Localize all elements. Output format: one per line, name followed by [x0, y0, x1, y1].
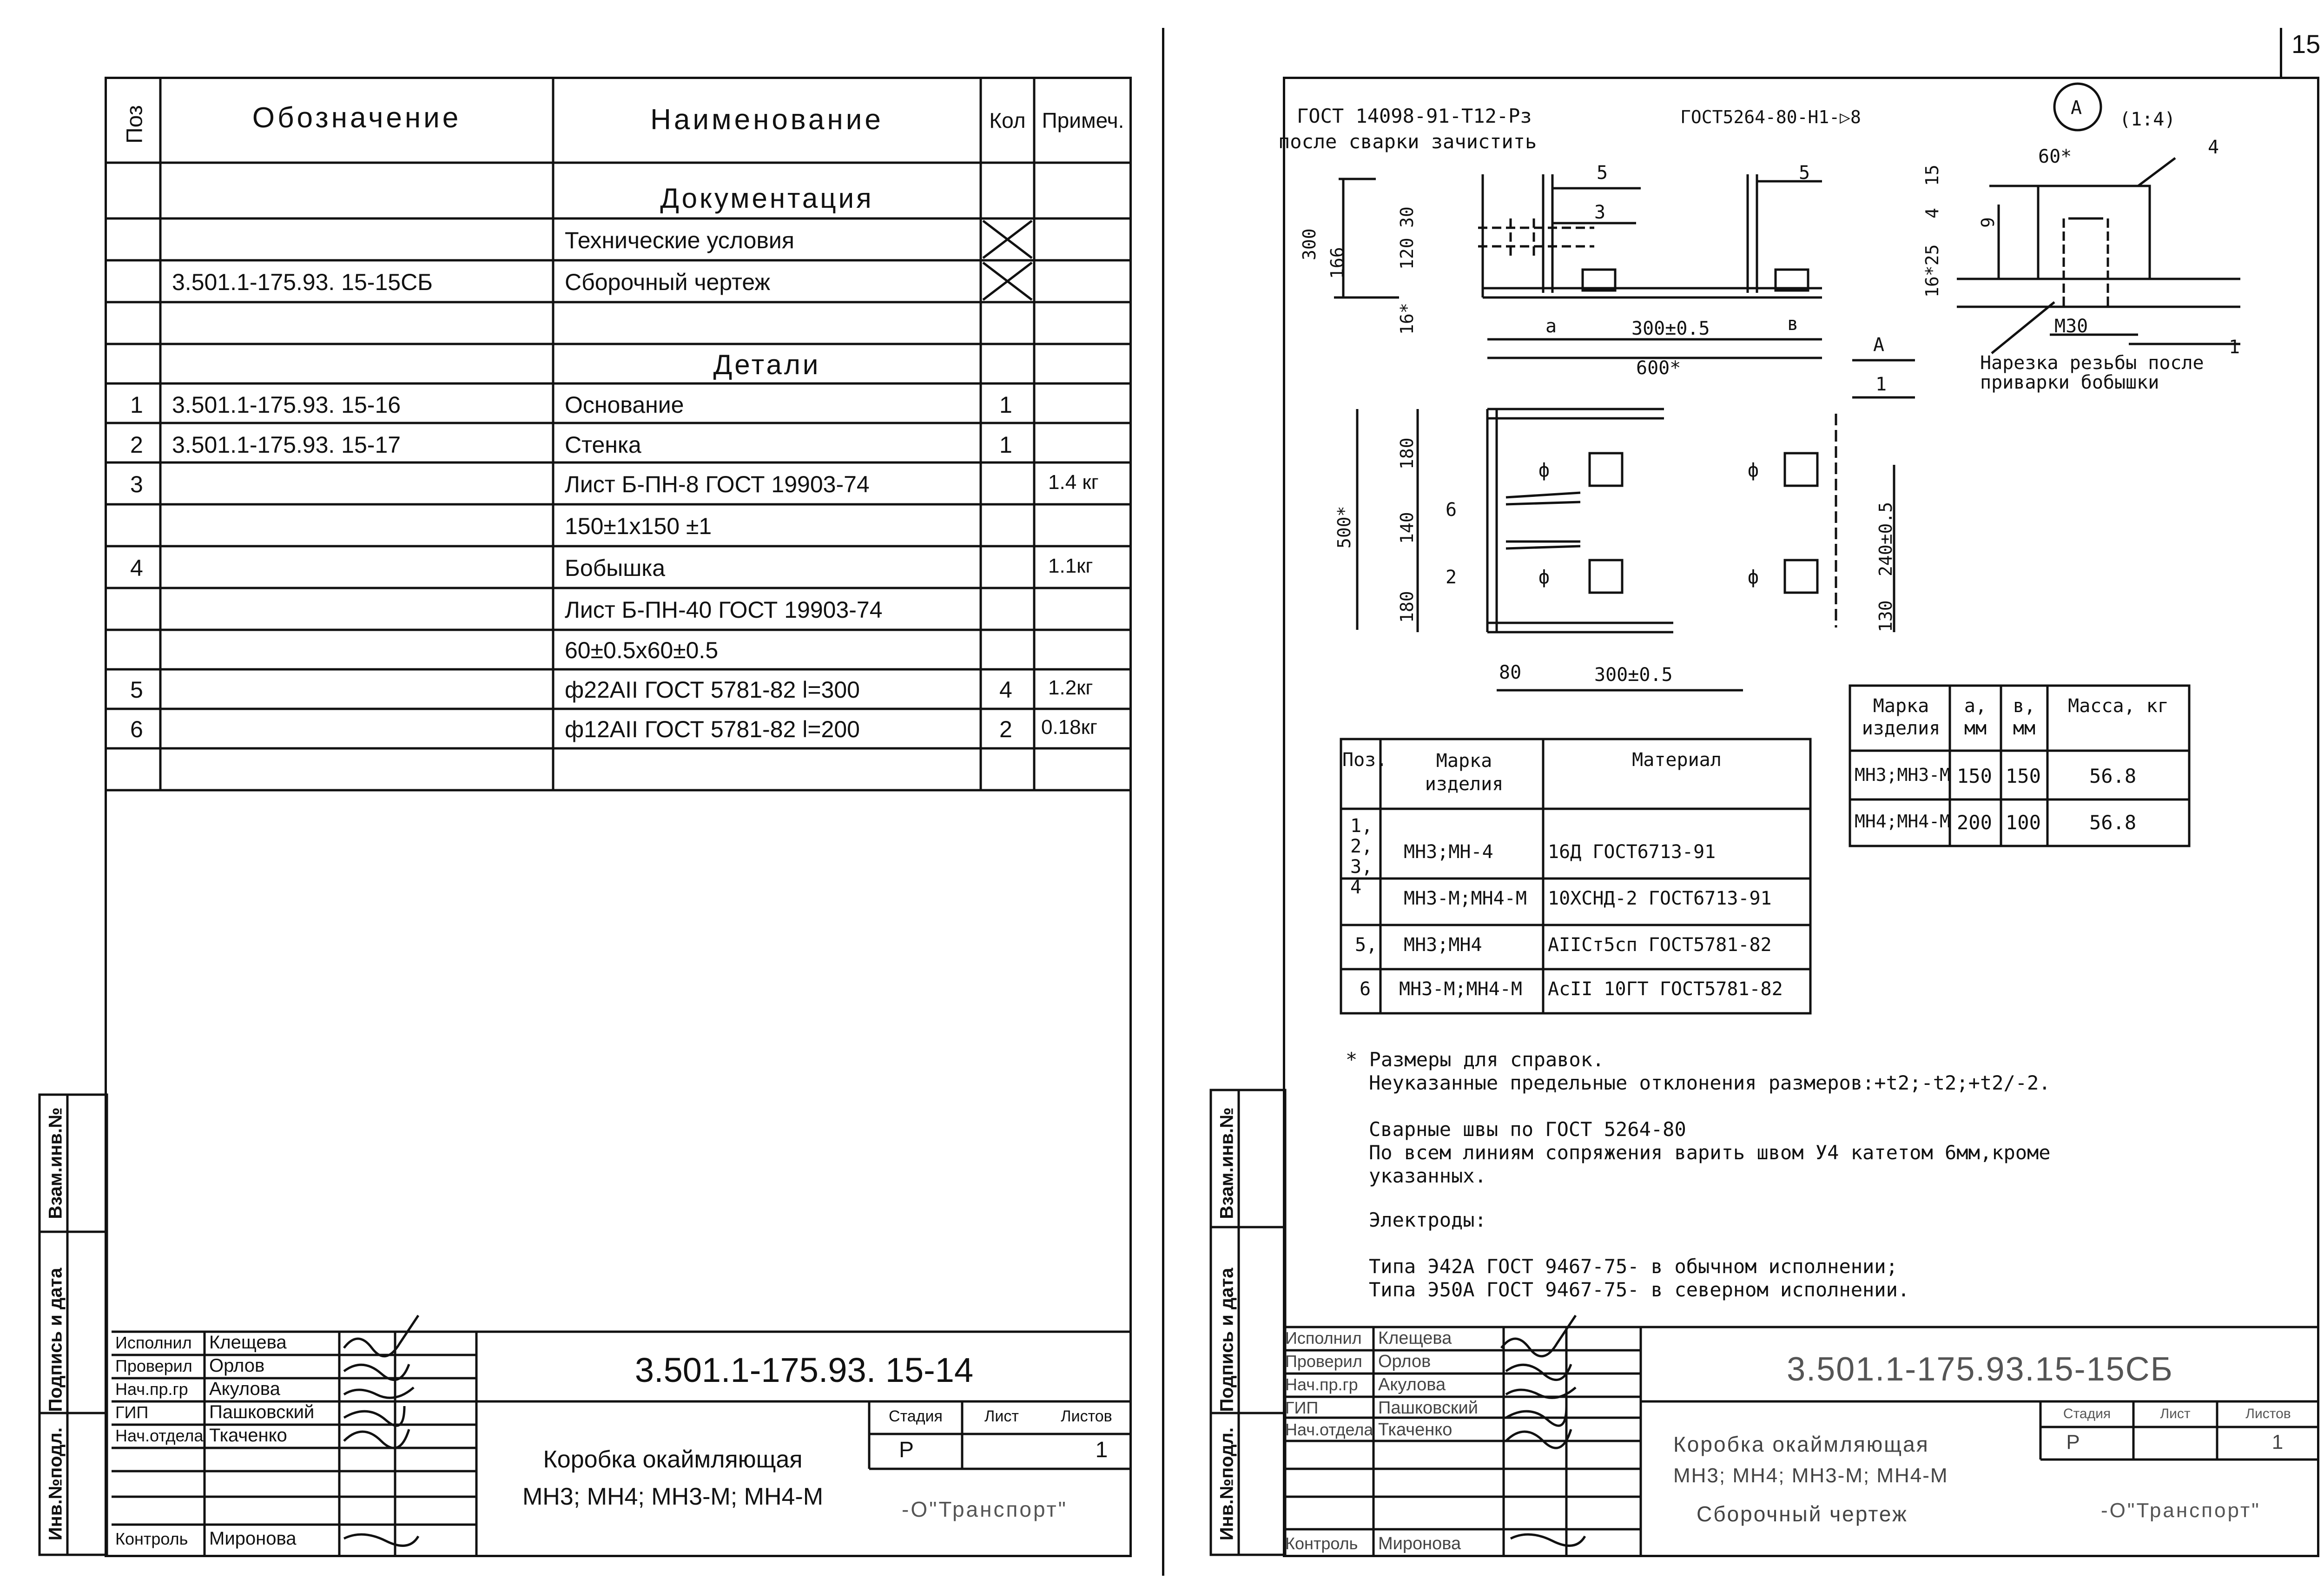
header-pos: Поз	[122, 105, 147, 144]
tb-title-line1: Коробка окаймляющая	[1673, 1432, 1929, 1456]
tb-role: Проверил	[115, 1356, 192, 1375]
dim-label: 2	[1446, 567, 1457, 588]
tb-stage: Р	[2066, 1431, 2080, 1453]
tb-sheet-label: Лист	[984, 1407, 1019, 1425]
dim-label: 300	[1299, 228, 1320, 260]
note-line: Типа Э50А ГОСТ 9467-75- в северном исполнении.	[1369, 1278, 1910, 1301]
row-name: Лист Б-ПН-8 ГОСТ 19903-74	[565, 471, 870, 497]
row-qty: 4	[999, 677, 1012, 703]
tb-stage-label: Стадия	[2063, 1406, 2111, 1421]
mass-cell: 150	[2006, 765, 2041, 787]
material-cell: АсII 10ГТ ГОСТ5781-82	[1548, 978, 1783, 1000]
dim-label: 180	[1397, 437, 1417, 469]
row-designation: 3.501.1-175.93. 15-15СБ	[172, 269, 433, 295]
side-label-vzam: Взам.инв.№	[1216, 1107, 1237, 1219]
dim-label: в	[1787, 313, 1799, 335]
tb-name: Акулова	[1378, 1375, 1446, 1394]
material-header: Материал	[1632, 749, 1722, 771]
row-note: 1.2кг	[1048, 676, 1093, 699]
row-qty: 1	[999, 432, 1012, 458]
dim-label: 240±0.5	[1875, 502, 1896, 576]
tb-sheets-label: Листов	[2245, 1406, 2291, 1421]
row-designation: 3.501.1-175.93. 15-17	[172, 432, 401, 458]
dim-label: 1	[1875, 374, 1887, 395]
material-cell: МН3;МН-4	[1404, 841, 1493, 863]
header-designation: Обозначение	[252, 102, 462, 134]
note-line: Неуказанные предельные отклонения размеров:+t2;-t2;+t2/-2.	[1369, 1071, 2051, 1094]
tb-role: Проверил	[1285, 1352, 1362, 1371]
row-pos: 5	[130, 677, 143, 703]
tb-name: Ткаченко	[209, 1425, 287, 1446]
row-name: Лист Б-ПН-40 ГОСТ 19903-74	[565, 597, 883, 623]
row-name: Сборочный чертеж	[565, 269, 771, 295]
material-cell: 10ХСНД-2 ГОСТ6713-91	[1548, 888, 1772, 909]
scale-label: (1:4)	[2119, 109, 2176, 130]
mass-cell: 56.8	[2089, 765, 2137, 787]
dim-label: 15	[1922, 165, 1942, 186]
tb-role: ГИП	[1285, 1398, 1319, 1417]
dim-label: 80	[1499, 662, 1522, 683]
phi-symbol: ф	[1748, 567, 1759, 588]
dim-label: М30	[2054, 316, 2088, 337]
phi-symbol: ф	[1538, 567, 1550, 588]
tb-name: Клещева	[1378, 1328, 1452, 1348]
tb-title-line2: МН3; МН4; МН3-М; МН4-М	[1673, 1464, 1948, 1487]
dim-label: 4	[2208, 137, 2219, 158]
mass-header: Марка изделия	[1862, 695, 1941, 739]
side-label-sign: Подпись и дата	[45, 1268, 66, 1412]
side-label-inv: Инв.№подл.	[1216, 1427, 1237, 1541]
row-note: 0.18кг	[1041, 716, 1097, 739]
tb-role: Нач.отдела	[1285, 1420, 1373, 1439]
gost-top-right: ГОСТ5264-80-Н1-▷8	[1680, 107, 1861, 127]
row-note: 1.1кг	[1048, 555, 1093, 577]
dim-label: 300±0.5	[1631, 318, 1710, 339]
mass-header: Масса, кг	[2068, 695, 2169, 717]
dim-label: 60*	[2038, 146, 2072, 167]
tb-code: 3.501.1-175.93.15-15СБ	[1787, 1351, 2173, 1388]
note-line: По всем линиям сопряжения варить швом У4 катетом 6мм,кроме	[1369, 1141, 2051, 1164]
tb-role: Исполнил	[1285, 1328, 1362, 1348]
row-name: Бобышка	[565, 555, 666, 581]
row-note: 1.4 кг	[1048, 471, 1099, 494]
dim-label: 500*	[1334, 506, 1354, 548]
dim-label: 3	[1594, 202, 1606, 223]
row-qty: 1	[999, 392, 1012, 418]
dim-label: 6	[1446, 499, 1457, 521]
row-pos: 6	[130, 716, 143, 742]
tb-sheets: 1	[1095, 1438, 1108, 1462]
mass-cell: 200	[1957, 811, 1992, 834]
tb-role: ГИП	[115, 1403, 149, 1422]
tb-role: Исполнил	[115, 1333, 192, 1352]
row-name: Стенка	[565, 432, 641, 458]
dim-label: 140	[1397, 512, 1417, 544]
mass-header: а, мм	[1964, 695, 1987, 739]
header-name: Наименование	[650, 104, 884, 136]
mass-cell: 100	[2006, 811, 2041, 834]
dim-label: 5	[1597, 162, 1608, 184]
material-header: Поз.	[1342, 749, 1387, 771]
tb-sheets: 1	[2271, 1431, 2284, 1453]
tb-org: -О"Транспорт"	[2101, 1499, 2261, 1522]
dim-label: 9	[1978, 217, 1998, 228]
tb-stage-label: Стадия	[889, 1407, 943, 1425]
dim-label: 600*	[1636, 357, 1681, 379]
note-line: Сварные швы по ГОСТ 5264-80	[1369, 1118, 1686, 1141]
row-pos: 3	[130, 471, 143, 497]
tb-sheet-label: Лист	[2160, 1406, 2191, 1421]
tb-stage: Р	[898, 1438, 914, 1462]
tb-org: -О"Транспорт"	[902, 1497, 1068, 1521]
mass-header: в, мм	[2013, 695, 2036, 739]
row-name: 60±0.5х60±0.5	[565, 637, 719, 663]
note-line: Электроды:	[1369, 1209, 1486, 1231]
section-details: Детали	[713, 349, 821, 380]
tb-name: Ткаченко	[1378, 1420, 1452, 1440]
row-name: Технические условия	[565, 227, 794, 253]
dim-label: 4	[1922, 208, 1942, 218]
dim-label: 16*	[1397, 303, 1417, 335]
dim-label: 30	[1397, 206, 1417, 228]
material-cell: АIIСт5сп ГОСТ5781-82	[1548, 934, 1772, 956]
tb-role: Нач.пр.гр	[1285, 1375, 1358, 1394]
dim-label: 16*25	[1922, 244, 1942, 297]
tb-title-line3: Сборочный чертеж	[1697, 1502, 1908, 1526]
header-qty: Кол	[989, 108, 1026, 132]
dim-label: 1	[2229, 337, 2240, 358]
row-pos: 4	[130, 555, 143, 581]
tb-sheets-label: Листов	[1061, 1407, 1112, 1425]
phi-symbol: ф	[1748, 460, 1759, 481]
gost-top-left: ГОСТ 14098-91-Т12-Рз	[1297, 105, 1532, 127]
dim-label: 180	[1397, 591, 1417, 623]
note-line: * Размеры для справок.	[1346, 1048, 1604, 1071]
view-a-label: А	[2071, 97, 2082, 119]
mass-cell: 56.8	[2089, 811, 2137, 834]
dim-label: 120	[1397, 238, 1417, 270]
tb-role: Контроль	[115, 1529, 188, 1548]
tb-code: 3.501.1-175.93. 15-14	[634, 1351, 974, 1389]
row-qty: 2	[999, 716, 1012, 742]
material-cell: МН3;МН4	[1404, 934, 1482, 956]
tb-name: Пашковский	[1378, 1398, 1478, 1418]
note-line: указанных.	[1369, 1164, 1486, 1187]
row-pos: 1	[130, 392, 143, 418]
material-cell: 5,	[1355, 934, 1378, 956]
tb-name: Акулова	[209, 1379, 280, 1399]
tb-name: Клещева	[209, 1332, 287, 1353]
mass-cell: 150	[1957, 765, 1992, 787]
dim-label: 130	[1875, 600, 1896, 632]
dim-label: 5	[1799, 162, 1810, 184]
row-designation: 3.501.1-175.93. 15-16	[172, 392, 401, 418]
tb-role: Контроль	[1285, 1534, 1358, 1553]
tb-title-line1: Коробка окаймляющая	[543, 1446, 803, 1473]
tb-role: Нач.отдела	[115, 1426, 204, 1445]
dim-label: А	[1873, 334, 1885, 356]
tb-title-line2: МН3; МН4; МН3-М; МН4-М	[522, 1483, 824, 1510]
side-label-vzam: Взам.инв.№	[45, 1107, 66, 1219]
material-cell: 1, 2, 3, 4	[1350, 815, 1373, 898]
tb-name: Миронова	[1378, 1534, 1461, 1553]
side-label-inv: Инв.№подл.	[45, 1427, 66, 1541]
material-header: Марка изделия	[1425, 750, 1504, 795]
section-documentation: Документация	[660, 183, 874, 214]
tb-name: Орлов	[1378, 1352, 1431, 1371]
side-label-sign: Подпись и дата	[1216, 1268, 1237, 1412]
thread-note: Нарезка резьбы после приварки бобышки	[1980, 352, 2204, 393]
row-name: ф22АII ГОСТ 5781-82 l=300	[565, 677, 860, 703]
mass-cell: МН4;МН4-М	[1855, 811, 1950, 832]
row-name: ф12АII ГОСТ 5781-82 l=200	[565, 716, 860, 742]
material-cell: МН3-М;МН4-М	[1399, 978, 1522, 1000]
row-pos: 2	[130, 432, 143, 458]
row-name: 150±1х150 ±1	[565, 513, 712, 539]
material-cell: 16Д ГОСТ6713-91	[1548, 841, 1716, 863]
tb-role: Нач.пр.гр	[115, 1380, 188, 1399]
note-line: Типа Э42А ГОСТ 9467-75- в обычном исполнении;	[1369, 1255, 1898, 1278]
mass-cell: МН3;МН3-М	[1855, 765, 1950, 785]
page-number: 15	[2291, 29, 2321, 59]
tb-name: Орлов	[209, 1355, 265, 1376]
dim-label: а	[1545, 316, 1557, 337]
phi-symbol: ф	[1538, 460, 1550, 481]
header-note: Примеч.	[1042, 108, 1124, 132]
dim-label: 300±0.5	[1594, 664, 1673, 686]
tb-name: Миронова	[209, 1528, 297, 1549]
row-name: Основание	[565, 392, 684, 418]
material-cell: МН3-М;МН4-М	[1404, 888, 1527, 909]
weld-note: после сварки зачистить	[1278, 130, 1537, 153]
tb-name: Пашковский	[209, 1402, 315, 1422]
dim-label: 166	[1327, 247, 1347, 279]
material-cell: 6	[1360, 978, 1371, 1000]
